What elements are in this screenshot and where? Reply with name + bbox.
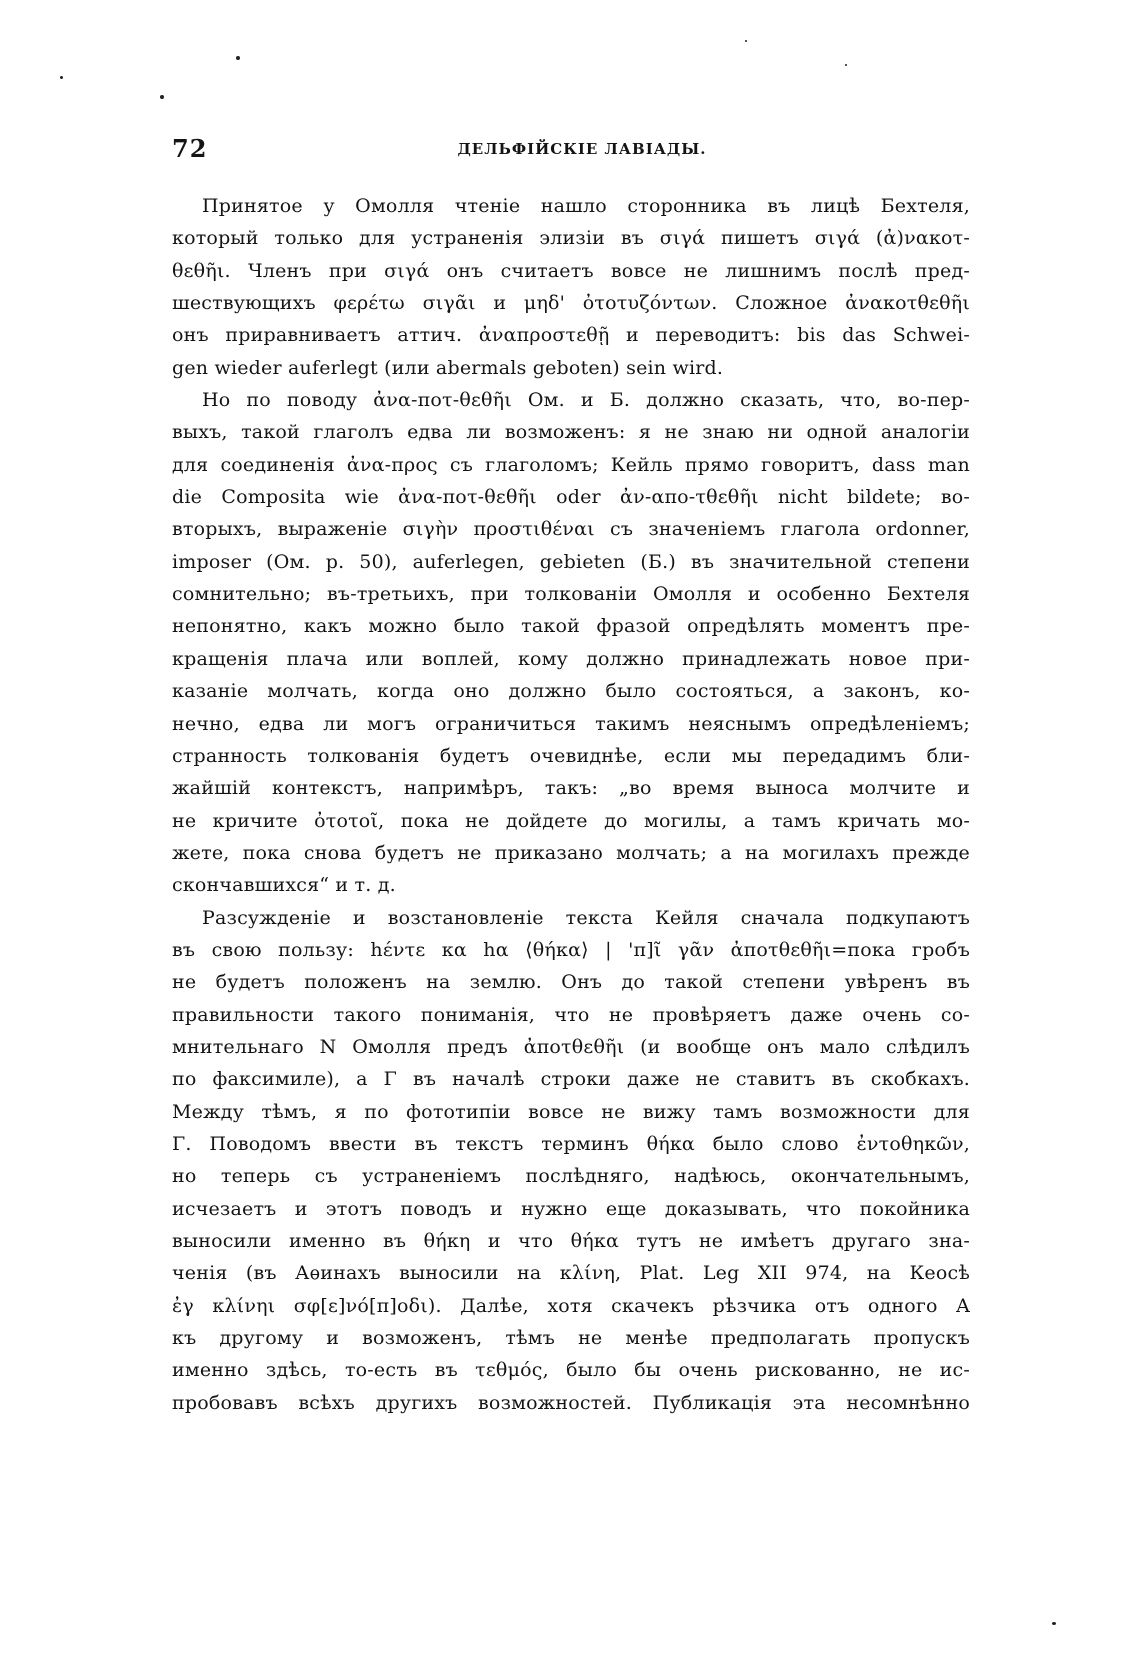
text-line: но теперь съ устраненіемъ послѣдняго, надѣюсь, окончательнымъ,	[172, 1165, 970, 1188]
text-line: казаніе молчать, когда оно должно было состояться, а законъ, ко-	[172, 680, 970, 703]
text-line: Между тѣмъ, я по фототипіи вовсе не вижу тамъ возможности для	[172, 1100, 970, 1123]
text-line: жете, пока снова будетъ не приказано молчать; а на могилахъ прежде	[172, 841, 970, 864]
text-line: сомнительно; въ-третьихъ, при толкованіи Омолля и особенно Бехтеля	[172, 583, 970, 606]
scan-speck	[160, 95, 164, 99]
text-line: ἐγ κλίνηι σφ[ε]νό[π]οδι). Далѣе, хотя скачекъ рѣзчика отъ одного Α	[172, 1294, 970, 1317]
paragraph	[172, 384, 970, 902]
text-line: исчезаетъ и этотъ поводъ и нужно еще доказывать, что покойника	[172, 1197, 970, 1220]
text-line: именно здѣсь, то-есть въ τεθμός, было бы очень рискованно, не ис-	[172, 1359, 970, 1382]
scan-speck	[60, 76, 63, 79]
body-text	[172, 190, 970, 1419]
text-line: gen wieder auferlegt (или abermals geboten) sein wird.	[172, 356, 724, 379]
text-line: imposer (Ом. p. 50), auferlegen, gebieten (Б.) въ значительной степени	[172, 550, 970, 573]
text-line: скончавшихся“ и т. д.	[172, 874, 396, 897]
paragraph	[172, 902, 970, 1420]
text-line: не кричите ὀτοτοῖ, пока не дойдете до могилы, а тамъ кричать мо-	[172, 809, 970, 832]
text-line: въ свою пользу: hέντε κα hα ⟨θήκα⟩ | 'π]ῖ γᾶν ἀποτθεθῆι=пока гробъ	[172, 938, 970, 961]
text-line: Разсужденіе и возстановленіе текста Кейля сначала подкупаютъ	[202, 906, 970, 929]
text-line: выносили именно въ θήκη и что θήκα тутъ не имѣетъ другаго зна-	[172, 1230, 970, 1252]
text-line: по факсимиле), а Γ въ началѣ строки даже не ставитъ въ скобкахъ.	[172, 1068, 970, 1091]
page-header	[172, 134, 970, 174]
text-line: странность толкованія будетъ очевиднѣе, если мы передадимъ бли-	[172, 744, 970, 767]
text-line: онъ приравниваетъ аттич. ἀναπροστεθῇ и переводитъ: bis das Schwei-	[172, 324, 970, 347]
page-number: 72	[172, 134, 208, 163]
scan-speck	[1052, 1622, 1056, 1625]
text-line: θεθῆι. Членъ при σιγά онъ считаетъ вовсе не лишнимъ послѣ пред-	[172, 259, 970, 282]
text-line: Γ. Поводомъ ввести въ текстъ терминъ θήκα было слово ἐντοθηκῶν,	[172, 1132, 970, 1155]
text-line: кращенія плача или воплей, кому должно принадлежать новое при-	[172, 647, 970, 670]
text-line: правильности такого пониманія, что не провѣряетъ даже очень со-	[172, 1003, 970, 1026]
text-line: ченія (въ Аѳинахъ выносили на κλίνη, Plat. Leg XII 974, на Кеосѣ	[172, 1262, 970, 1285]
text-line: Но по поводу ἀνα-ποτ-θεθῆι Ом. и Б. должно сказать, что, во-пер-	[202, 389, 970, 412]
text-line: мнительнаго N Омолля предъ ἀποτθεθῆι (и вообще онъ мало слѣдилъ	[172, 1035, 970, 1058]
text-line: къ другому и возможенъ, тѣмъ не менѣе предполагать пропускъ	[172, 1327, 970, 1350]
text-line: нечно, едва ли могъ ограничиться такимъ неяснымъ опредѣленіемъ;	[172, 712, 970, 735]
text-line: выхъ, такой глаголъ едва ли возможенъ: я не знаю ни одной аналогіи	[172, 421, 970, 444]
text-line: die Composita wie ἀνα-ποτ-θεθῆι oder ἀν-απο-τθεθῆι nicht bildete; во-	[172, 486, 970, 509]
text-line: который только для устраненія элизіи въ σιγά пишетъ σιγά (ἀ)νακοτ-	[172, 227, 970, 250]
text-line: для соединенія ἀνα-προς съ глаголомъ; Кейль прямо говоритъ, dass man	[172, 453, 970, 476]
text-line: непонятно, какъ можно было такой фразой опредѣлять моментъ пре-	[172, 615, 970, 638]
text-line: не будетъ положенъ на землю. Онъ до такой степени увѣренъ въ	[172, 971, 970, 994]
scan-speck	[745, 40, 747, 42]
running-title: ДЕЛЬФІЙСКІЕ ЛАВІАДЫ.	[457, 140, 707, 158]
text-line: пробовавъ всѣхъ другихъ возможностей. Публикація эта несомнѣнно	[172, 1391, 970, 1414]
paragraph	[172, 190, 970, 384]
text-line: шествующихъ φερέτω σιγᾶι и μηδ' ὀτοτυζόντων. Сложное ἀνακοτθεθῆι	[172, 292, 970, 315]
text-line: жайшій контекстъ, напримѣръ, такъ: „во время выноса молчите и	[172, 777, 970, 800]
scan-speck	[845, 64, 847, 66]
scan-speck	[236, 56, 240, 60]
text-line: Принятое у Омолля чтеніе нашло сторонника въ лицѣ Бехтеля,	[202, 195, 970, 217]
text-line: вторыхъ, выраженіе σιγὴν προστιθέναι съ значеніемъ глагола ordonner,	[172, 518, 970, 541]
